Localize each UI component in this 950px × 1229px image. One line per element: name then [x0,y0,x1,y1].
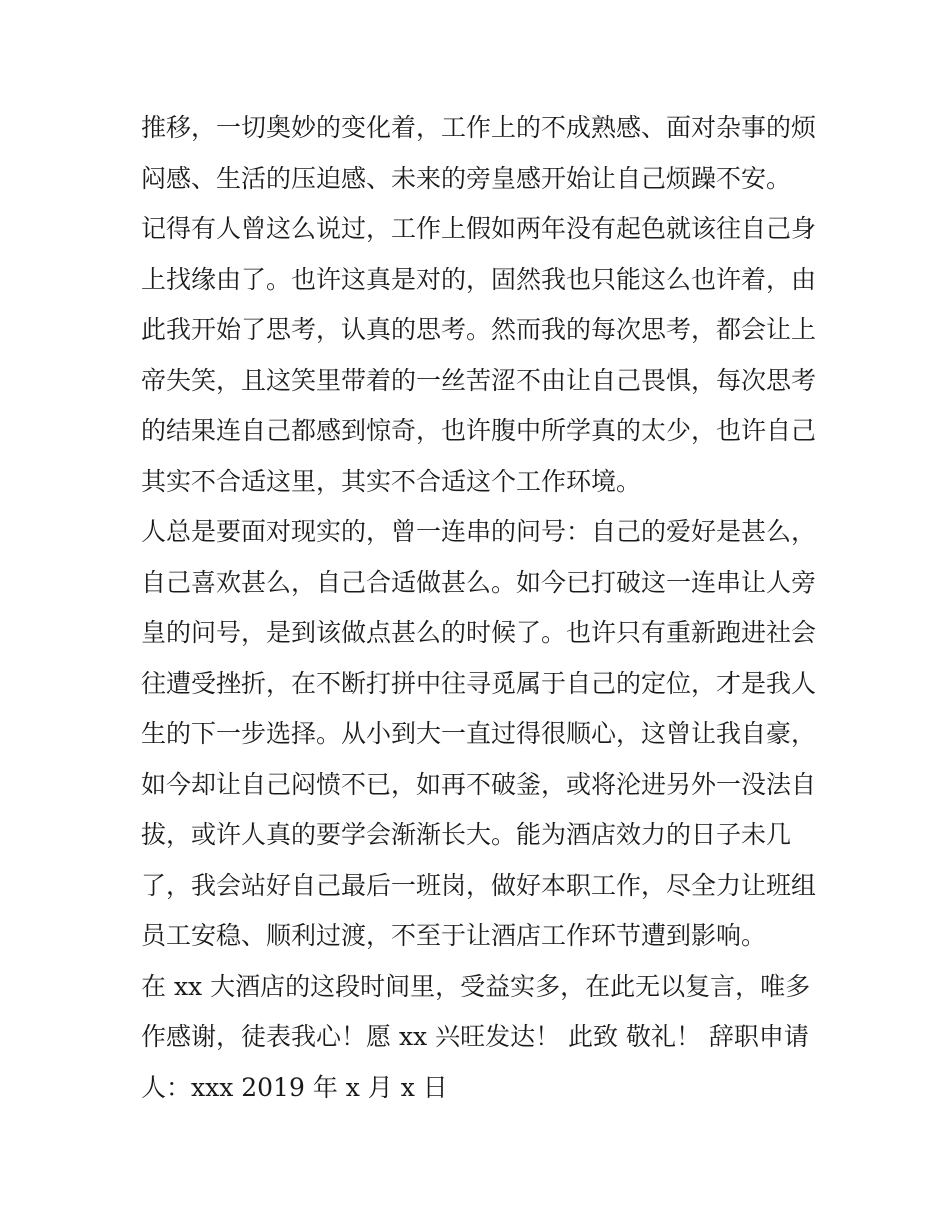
letter-body [141,103,817,1113]
text-line: 在 xx 大酒店的这段时间里，受益实多，在此无以复言，唯多 [141,971,811,1001]
text-line: 自己喜欢甚么，自己合适做甚么。如今已打破这一连串让人旁 [141,567,817,597]
text-line: 作感谢，徒表我心！愿 xx 兴旺发达！ 此致 敬礼！ 辞职申请 [141,1022,809,1051]
text-line: 员工安稳、顺利过渡，不至于让酒店工作环节遭到影响。 [141,921,767,950]
text-line: 记得有人曾这么说过，工作上假如两年没有起色就该往自己身 [141,214,817,243]
text-line: 闷感、生活的压迫感、未来的旁皇感开始让自己烦躁不安。 [141,163,792,193]
text-line: 推移，一切奥妙的变化着，工作上的不成熟感、面对杂事的烦 [141,113,817,142]
text-line: 生的下一步选择。从小到大一直过得很顺心，这曾让我自豪， [141,719,817,748]
text-line: 帝失笑，且这笑里带着的一丝苦涩不由让自己畏惧，每次思考 [141,365,817,395]
text-line: 其实不合适这里，其实不合适这个工作环境。 [141,466,642,496]
text-line: 皇的问号，是到该做点甚么的时候了。也许只有重新跑进社会 [141,618,817,647]
signature-line: 人：xxx 2019 年 x 月 x 日 [141,1072,448,1102]
text-line: 上找缘由了。也许这真是对的，固然我也只能这么也许着，由 [141,264,817,294]
text-line: 如今却让自己闷愤不已，如再不破釜，或将沦进另外一没法自 [141,769,817,799]
text-line: 往遭受挫折，在不断打拼中往寻觅属于自己的定位，才是我人 [141,668,817,698]
text-line: 拔，或许人真的要学会渐渐长大。能为酒店效力的日子未几 [141,820,792,849]
text-line: 人总是要面对现实的，曾一连串的问号：自己的爱好是甚么， [141,517,817,546]
text-line: 此我开始了思考，认真的思考。然而我的每次思考，都会让上 [141,315,817,344]
text-line: 的结果连自己都感到惊奇，也许腹中所学真的太少，也许自己 [141,416,817,445]
text-line: 了，我会站好自己最后一班岗，做好本职工作，尽全力让班组 [141,870,817,900]
